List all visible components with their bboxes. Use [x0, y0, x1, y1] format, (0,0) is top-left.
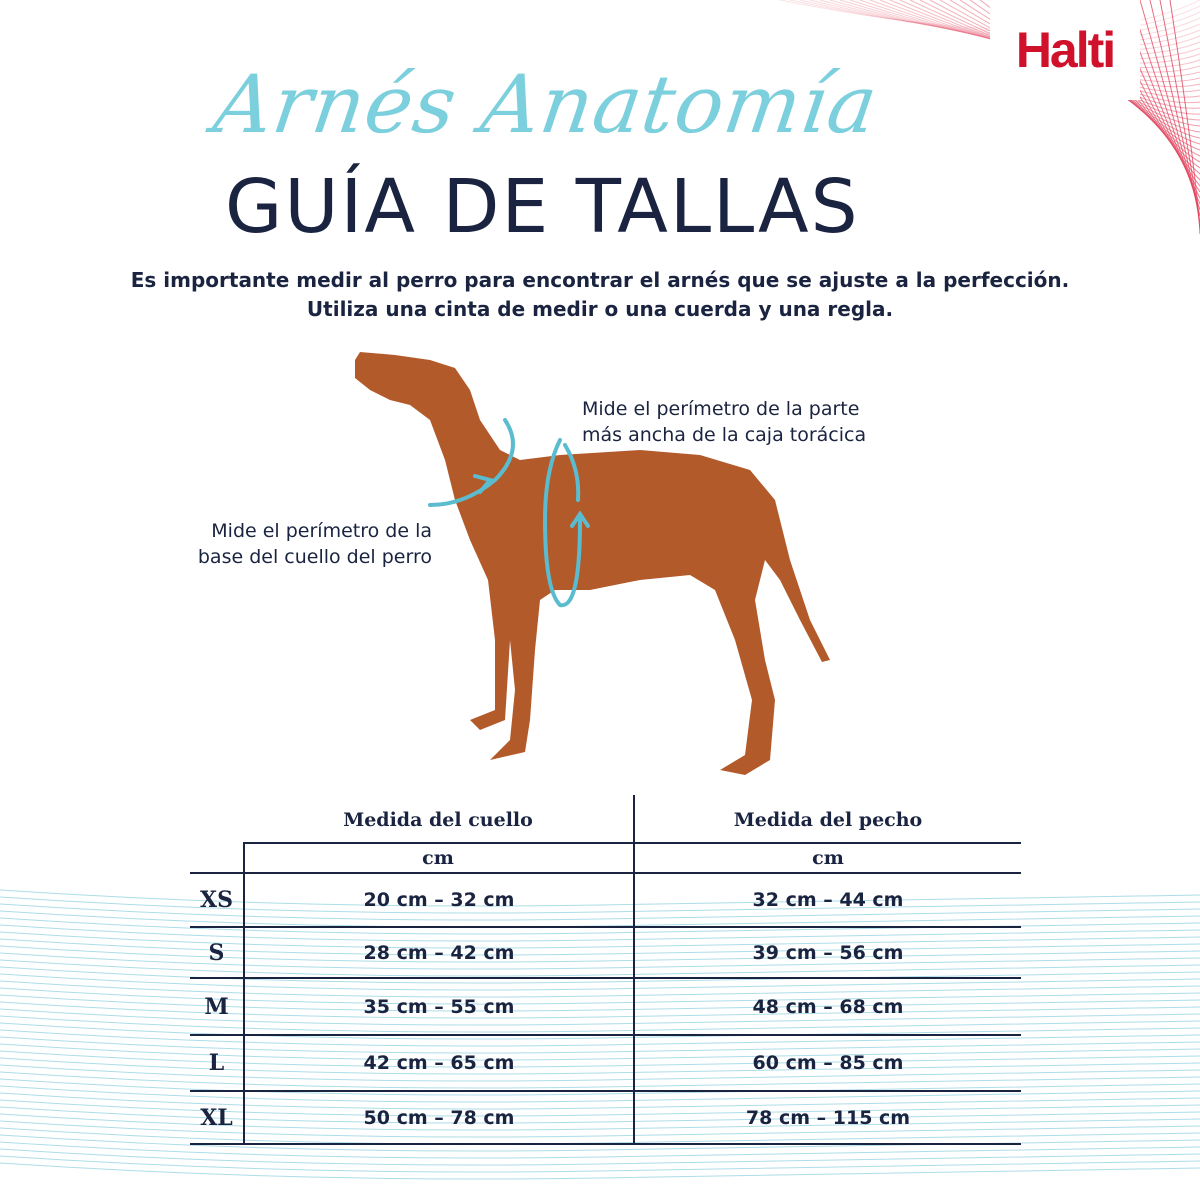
product-script-title: Arnés Anatomía — [208, 58, 884, 151]
size-label: XS — [200, 887, 233, 913]
unit-chest: cm — [812, 847, 844, 869]
chest-note-line-1: Mide el perímetro de la parte — [582, 398, 860, 420]
neck-range: 28 cm – 42 cm — [363, 941, 515, 964]
column-header-chest: Medida del pecho — [733, 809, 923, 831]
neck-note-line-2: base del cuello del perro — [197, 546, 432, 568]
column-header-neck: Medida del cuello — [343, 809, 533, 831]
chest-range: 60 cm – 85 cm — [752, 1052, 904, 1074]
halti-logo: Halti — [990, 0, 1140, 100]
chest-range: 48 cm – 68 cm — [752, 995, 904, 1018]
chest-range: 78 cm – 115 cm — [745, 1106, 911, 1129]
neck-note-line-1: Mide el perímetro de la — [211, 520, 432, 542]
neck-range: 20 cm – 32 cm — [363, 889, 515, 911]
intro-line-1: Es importante medir al perro para encontrar el arnés que se ajuste a la perfección. — [130, 268, 1070, 292]
size-label: S — [208, 939, 225, 966]
intro-line-2: Utiliza una cinta de medir o una cuerda y una regla. — [306, 297, 894, 321]
chest-range: 32 cm – 44 cm — [752, 889, 904, 911]
chest-note-line-2: más ancha de la caja torácica — [582, 424, 867, 446]
neck-range: 42 cm – 65 cm — [363, 1052, 515, 1074]
unit-neck: cm — [422, 847, 454, 869]
size-label: L — [208, 1050, 225, 1076]
neck-range: 50 cm – 78 cm — [363, 1106, 515, 1129]
chest-range: 39 cm – 56 cm — [752, 941, 904, 964]
neck-range: 35 cm – 55 cm — [363, 995, 515, 1018]
size-label: XL — [200, 1104, 233, 1131]
size-label: M — [204, 993, 229, 1020]
page-title: GUÍA DE TALLAS — [225, 164, 860, 250]
